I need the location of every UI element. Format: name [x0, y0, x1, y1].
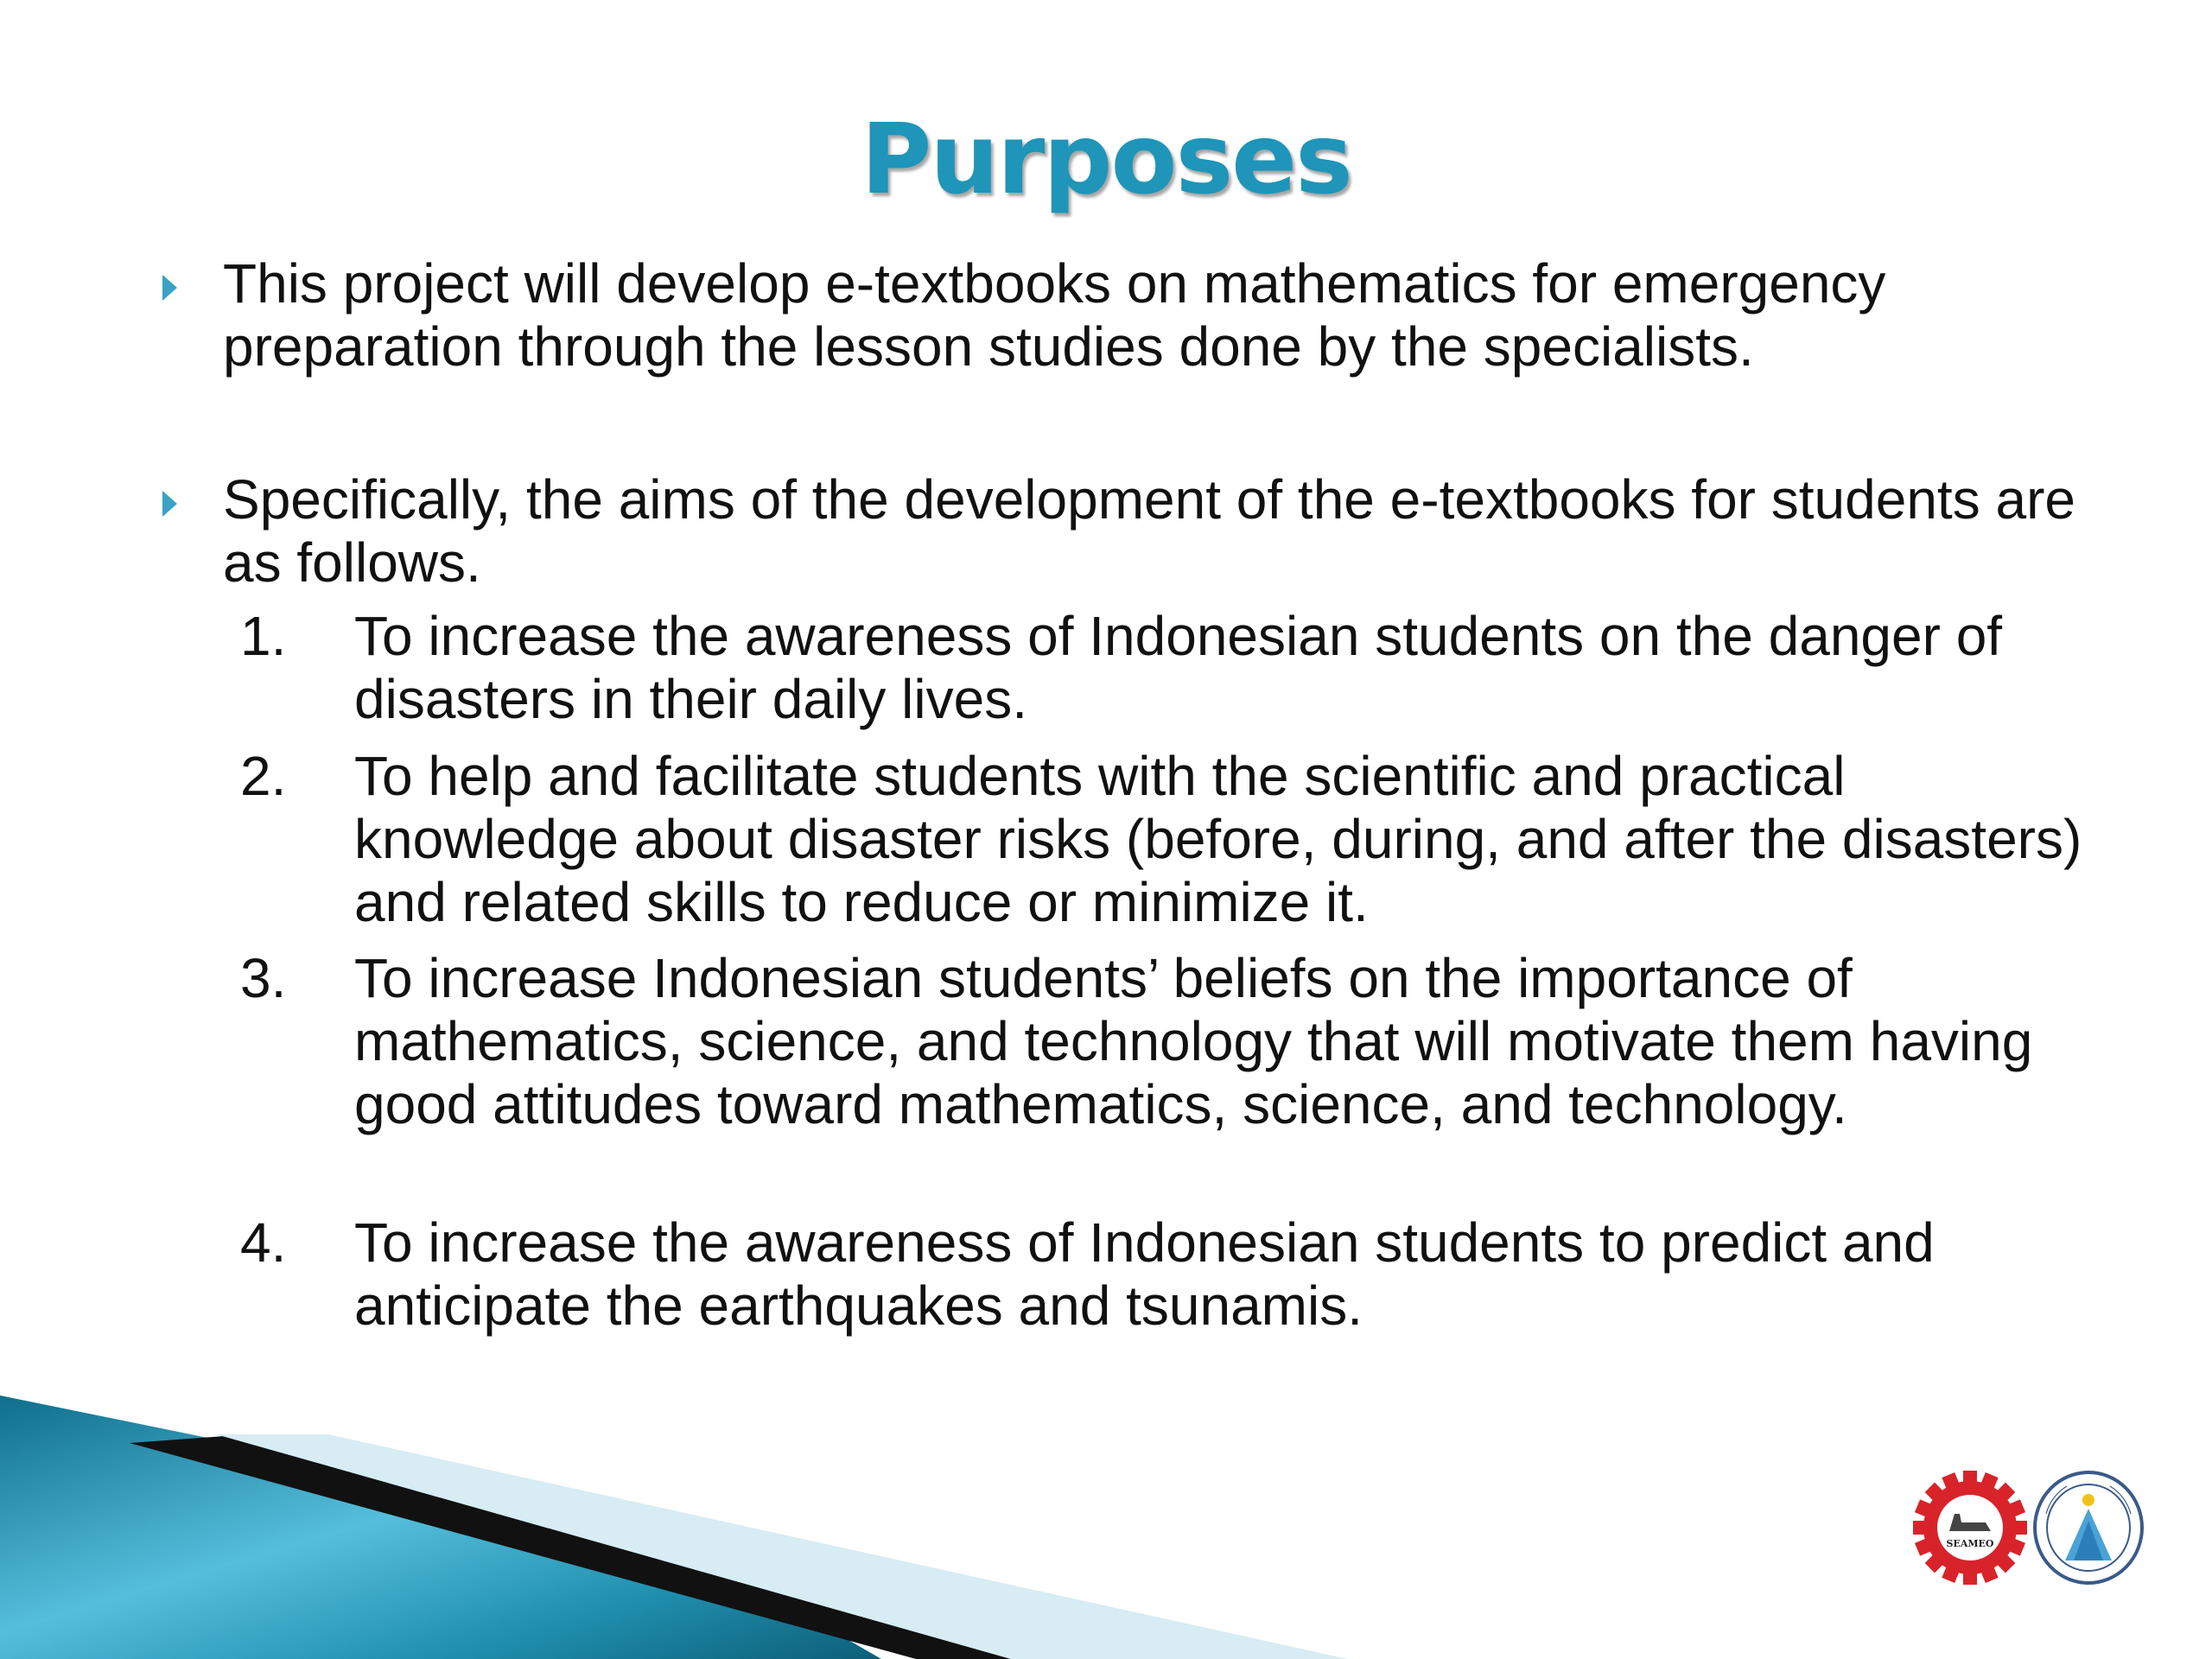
aim-number: 3. [240, 947, 287, 1009]
seameo-logo-text: SEAMEO [1946, 1538, 1994, 1549]
aim-text: To increase the awareness of Indonesian students on the danger of disasters in their daily lives. [354, 605, 2003, 730]
aim-number: 4. [240, 1211, 287, 1274]
triangle-right-icon [162, 275, 177, 301]
aim-text: To increase Indonesian students’ beliefs on the importance of mathematics, science, and technology that will motivate them having good attitudes toward mathematics, science, and technology. [354, 947, 2033, 1135]
bullet-item: Specifically, the aims of the development of the e-textbooks for students are as follows. [223, 468, 2075, 594]
aim-number: 2. [240, 745, 287, 807]
center-seal-logo [2032, 1471, 2145, 1585]
bullet-item: This project will develop e-textbooks on mathematics for emergency preparation through the lesson studies done by the specialists. [223, 252, 1886, 378]
aim-text: To help and facilitate students with the scientific and practical knowledge about disaster risks (before, during, and after the disasters) and related skills to reduce or minimize it. [354, 745, 2082, 933]
aim-text: To increase the awareness of Indonesian students to predict and anticipate the earthquakes and tsunamis. [354, 1211, 1935, 1337]
triangle-right-icon [162, 491, 177, 517]
decorative-swoosh [0, 1382, 2212, 1659]
seameo-gear-logo [1911, 1469, 2029, 1586]
aim-number: 1. [240, 605, 287, 667]
slide-title: Purposes [861, 104, 1351, 216]
